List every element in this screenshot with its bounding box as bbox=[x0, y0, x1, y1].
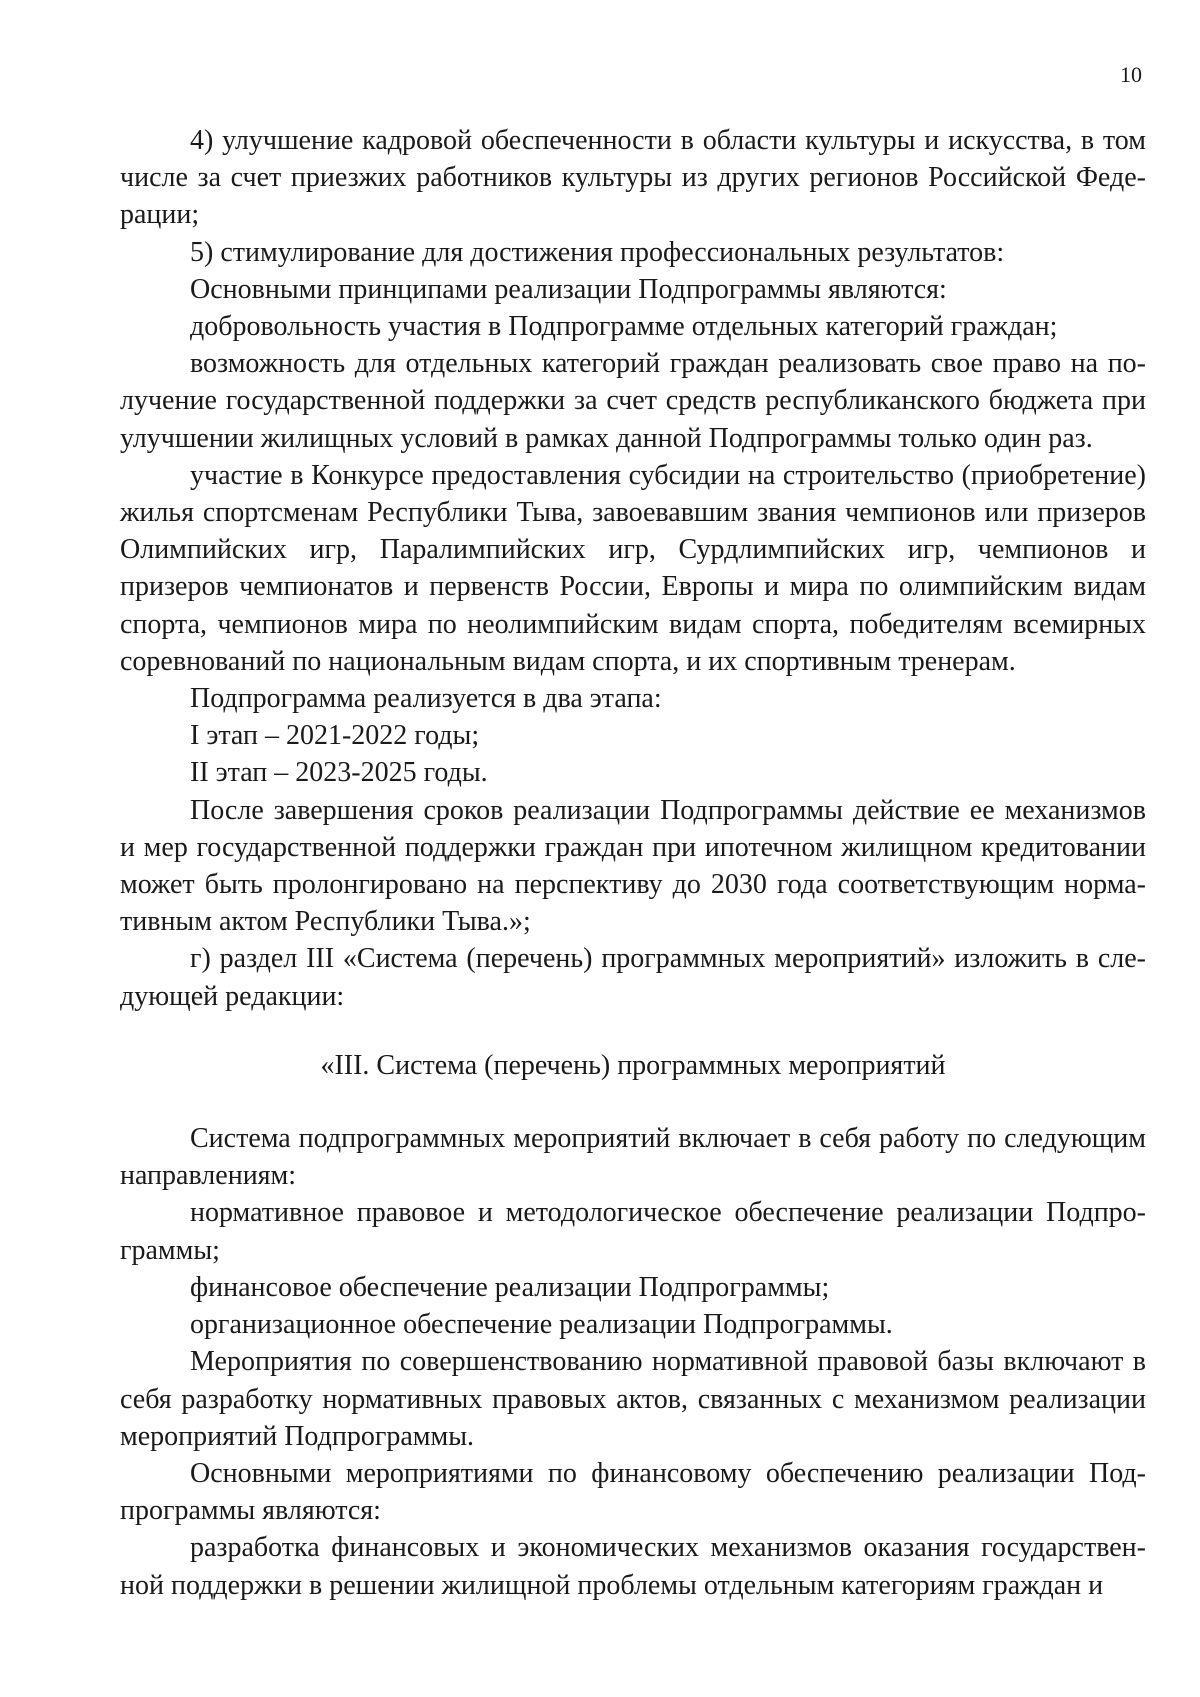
paragraph: После завершения сроков реализации Подпрограммы действие ее механизмов и мер государственной поддержки граждан при ипотечном жилищном кредитовании может быть пролонгировано на перспективу до 2030 года соответствующим нормативным актом Республики Тыва.»; bbox=[120, 794, 1146, 938]
paragraph: г) раздел III «Система (перечень) программных мероприятий» изложить в следующей редакции: bbox=[120, 943, 1146, 1012]
paragraph: участие в Конкурсе предоставления субсидии на строительство (приобретение) жилья спортсменам Республики Тыва, завоевавшим звания чемпионов или призеров Олимпийских игр, Паралимпийских игр, Сурдлимпийских игр, чемпионов и призеров чемпионатов и первенств России, Европы и мира по олимпийским видам спорта, чемпионов мира по неолимпийским видам спорта, победителям всемирных соревнований по национальным видам спорта, и их спортивным тренерам. bbox=[120, 459, 1146, 677]
paragraph: I этап – 2021-2022 годы; bbox=[190, 720, 480, 752]
paragraph: разработка финансовых и экономических механизмов оказания государственной поддержки в решении жилищной проблемы отдельным категориям граждан и bbox=[120, 1532, 1146, 1601]
section-heading: «III. Система (перечень) программных мероприятий bbox=[320, 1049, 946, 1081]
paragraph: финансовое обеспечение реализации Подпрограммы; bbox=[190, 1271, 830, 1303]
paragraph: организационное обеспечение реализации Подпрограммы. bbox=[190, 1309, 893, 1341]
page-number: 10 bbox=[1120, 62, 1142, 87]
paragraph: возможность для отдельных категорий граждан реализовать свое право на получение государственной поддержки за счет средств республиканского бюджета при улучшении жилищных условий в рамках данной Подпрограммы только один раз. bbox=[120, 348, 1146, 454]
paragraph: Мероприятия по совершенствованию нормативной правовой базы включают в себя разработку нормативных правовых актов, связанных с механизмом реализации мероприятий Подпрограммы. bbox=[120, 1346, 1146, 1452]
paragraph: Основными мероприятиями по финансовому обеспечению реализации Подпрограммы являются: bbox=[120, 1457, 1146, 1527]
paragraph: нормативное правовое и методологическое обеспечение реализации Подпрограммы; bbox=[120, 1197, 1146, 1266]
paragraph: 5) стимулирование для достижения профессиональных результатов: bbox=[190, 236, 1005, 268]
paragraph: II этап – 2023-2025 годы. bbox=[190, 757, 488, 789]
paragraph: Основными принципами реализации Подпрограммы являются: bbox=[190, 273, 947, 305]
paragraph: 4) улучшение кадровой обеспеченности в области культуры и искусства, в том числе за счет приезжих работников культуры из других регионов Российской Федерации; bbox=[120, 125, 1146, 231]
document-body bbox=[120, 122, 1146, 1604]
paragraph: Система подпрограммных мероприятий включает в себя работу по следующим направлениям: bbox=[120, 1123, 1146, 1192]
paragraph: Подпрограмма реализуется в два этапа: bbox=[190, 683, 662, 715]
paragraph: добровольность участия в Подпрограмме отдельных категорий граждан; bbox=[190, 311, 1058, 343]
